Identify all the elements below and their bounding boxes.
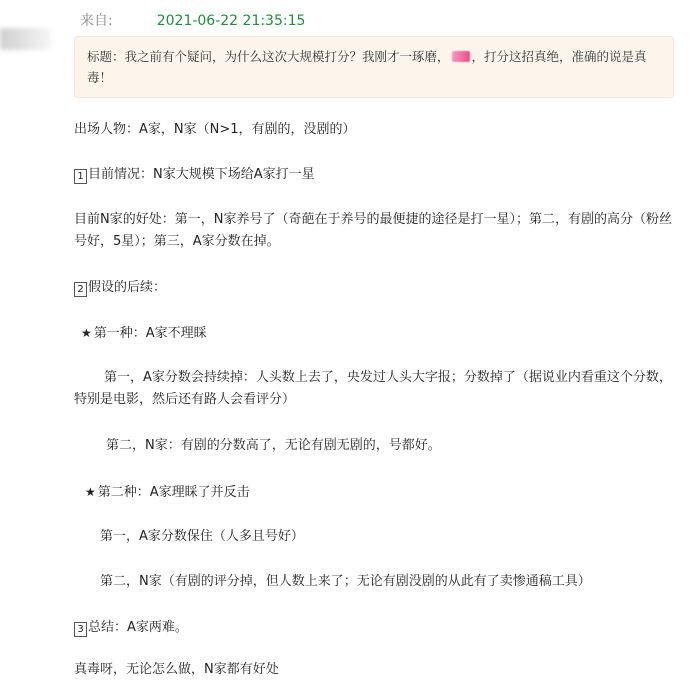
paragraph-scenario-one-first bbox=[74, 367, 684, 411]
paragraph-text: 总结：A家两难。 bbox=[88, 620, 188, 635]
paragraph-text: 第二，N家：有剧的分数高了，无论有剧无剧的，号都好。 bbox=[106, 438, 441, 453]
paragraph-text: 第一，A家分数保住（人多且号好） bbox=[100, 529, 304, 544]
paragraph-text: 目前情况：N家大规模下场给A家打一星 bbox=[88, 167, 315, 182]
from-label: 来自: bbox=[80, 13, 113, 29]
quote-text-end: ，打分这招真绝，准确的说是真毒！ bbox=[87, 49, 647, 85]
paragraph-text: 第一种：A家不理睬 bbox=[93, 326, 207, 341]
star-icon: ★ bbox=[85, 485, 96, 499]
paragraph-scenario-two-second bbox=[100, 571, 690, 593]
paragraph-current-situation bbox=[74, 164, 684, 186]
paragraph-text: 真毒呀，无论怎么做，N家都有好处 bbox=[74, 662, 279, 677]
paragraph-scenario-one bbox=[81, 322, 691, 345]
paragraph-text: 第二种：A家理睬了并反击 bbox=[97, 485, 250, 500]
blurred-avatar bbox=[0, 28, 52, 50]
paragraph-conclusion bbox=[74, 659, 684, 681]
star-icon: ★ bbox=[81, 326, 92, 340]
paragraph-benefits bbox=[74, 209, 684, 253]
paragraph-scenario-two bbox=[85, 481, 695, 504]
section-number-box: 1 bbox=[74, 169, 87, 184]
paragraph-text: 出场人物：A家，N家（N>1，有剧的，没剧的） bbox=[74, 122, 356, 137]
redacted-word bbox=[452, 51, 470, 62]
paragraph-summary bbox=[74, 617, 684, 639]
post-timestamp: 2021-06-22 21:35:15 bbox=[156, 13, 306, 29]
paragraph-text: 目前N家的好处：第一，N家养号了（奇葩在于养号的最便捷的途径是打一星）；第二，有剧的高分（粉丝号好，5星）；第三，A家分数在掉。 bbox=[74, 212, 672, 249]
quoted-title-box bbox=[74, 36, 674, 98]
post-meta bbox=[80, 11, 305, 31]
section-number-box: 2 bbox=[74, 282, 87, 297]
paragraph-text: 假设的后续： bbox=[88, 280, 167, 295]
paragraph-characters bbox=[74, 119, 684, 141]
paragraph-text: 第二，N家（有剧的评分掉，但人数上来了；无论有剧没剧的从此有了卖惨通稿工具） bbox=[100, 574, 591, 589]
paragraph-text: 第一，A家分数会持续掉：人头数上去了，央发过人头大字报；分数掉了（据说业内看重这个分数，特别是电影，然后还有路人会看评分） bbox=[74, 370, 672, 407]
paragraph-hypothesis bbox=[74, 277, 684, 299]
paragraph-scenario-one-second bbox=[106, 435, 686, 457]
quote-text-start: 标题：我之前有个疑问，为什么这次大规模打分？我刚才一琢磨， bbox=[87, 49, 450, 64]
paragraph-scenario-two-first bbox=[100, 526, 680, 548]
section-number-box: 3 bbox=[74, 622, 87, 637]
